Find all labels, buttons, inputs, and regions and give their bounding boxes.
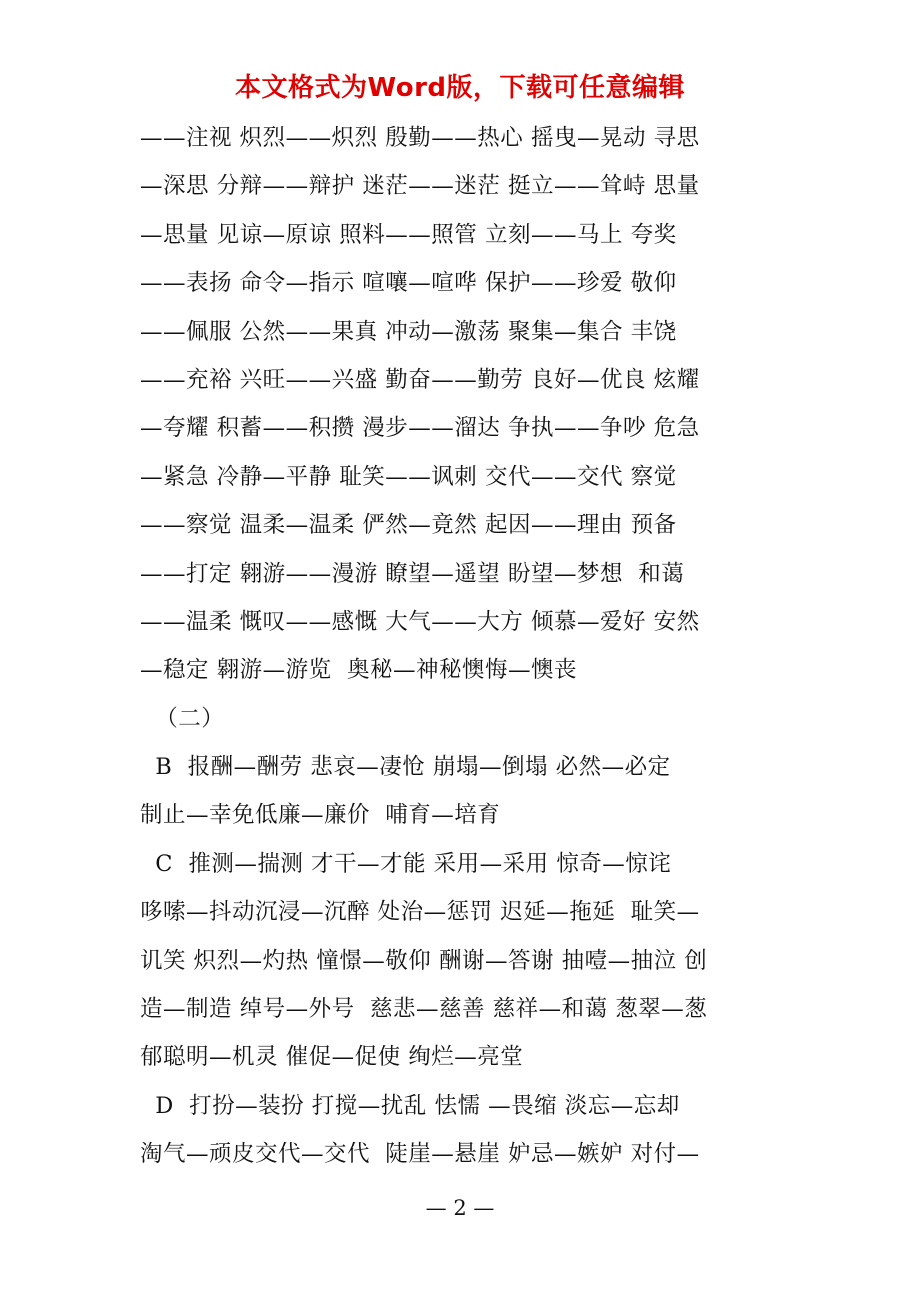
text-line: ——温柔 慨叹——感慨 大气——大方 倾慕—爱好 安然 — [140, 608, 700, 635]
text-line: ——打定 翱游——漫游 瞭望—遥望 盼望—梦想 和蔼 — [140, 560, 685, 587]
document-header-title: 本文格式为Word版，下载可任意编辑 — [234, 73, 686, 103]
page-number: — 2 — — [425, 1196, 495, 1220]
text-line: 哆嗦—抖动沉浸—沉醉 处治—惩罚 迟延—拖延 耻笑— — [140, 899, 700, 926]
text-line: 讥笑 炽烈—灼热 憧憬—敬仰 酬谢—答谢 抽噎—抽泣 创 — [140, 947, 708, 974]
text-line: —思量 见谅—原谅 照料——照管 立刻——马上 夸奖 — [140, 221, 677, 248]
text-line: 淘气—顽皮交代—交代 陡崖—悬崖 妒忌—嫉妒 对付— — [140, 1141, 700, 1168]
text-line: B 报酬—酬劳 悲哀—凄怆 崩塌—倒塌 必然—必定 — [140, 754, 671, 781]
text-line: —紧急 冷静—平静 耻笑——讽刺 交代——交代 察觉 — [140, 463, 677, 490]
document-body — [140, 118, 780, 1183]
text-line: 造—制造 绰号—外号 慈悲—慈善 慈祥—和蔼 葱翠—葱 — [140, 996, 708, 1023]
text-line: D 打扮—装扮 打搅—扰乱 怯懦 —畏缩 淡忘—忘却 — [140, 1092, 680, 1119]
text-line: ——注视 炽烈——炽烈 殷勤——热心 摇曳—晃动 寻思 — [140, 125, 700, 151]
text-line: ——察觉 温柔—温柔 俨然—竟然 起因——理由 预备 — [140, 512, 677, 539]
text-line: 郁聪明—机灵 催促—促使 绚烂—亮堂 — [140, 1044, 524, 1071]
text-line: ——充裕 兴旺——兴盛 勤奋——勤劳 良好—优良 炫耀 — [140, 366, 700, 393]
section-heading: （二） — [140, 705, 225, 732]
text-line: ——佩服 公然——果真 冲动—激荡 聚集—集合 丰饶 — [140, 318, 677, 345]
text-line: —夸耀 积蓄——积攒 漫步——溜达 争执——争吵 危急 — [140, 415, 700, 442]
text-line: —深思 分辩——辩护 迷茫——迷茫 挺立——耸峙 思量 — [140, 173, 700, 200]
text-line: —稳定 翱游—游览 奥秘—神秘懊悔—懊丧 — [140, 657, 577, 684]
text-line: ——表扬 命令—指示 喧嚷—喧哗 保护——珍爱 敬仰 — [140, 270, 677, 297]
text-line: 制止—幸免低廉—廉价 哺育—培育 — [140, 802, 501, 829]
text-line: C 推测—揣测 才干—才能 采用—采用 惊奇—惊诧 — [140, 850, 672, 877]
